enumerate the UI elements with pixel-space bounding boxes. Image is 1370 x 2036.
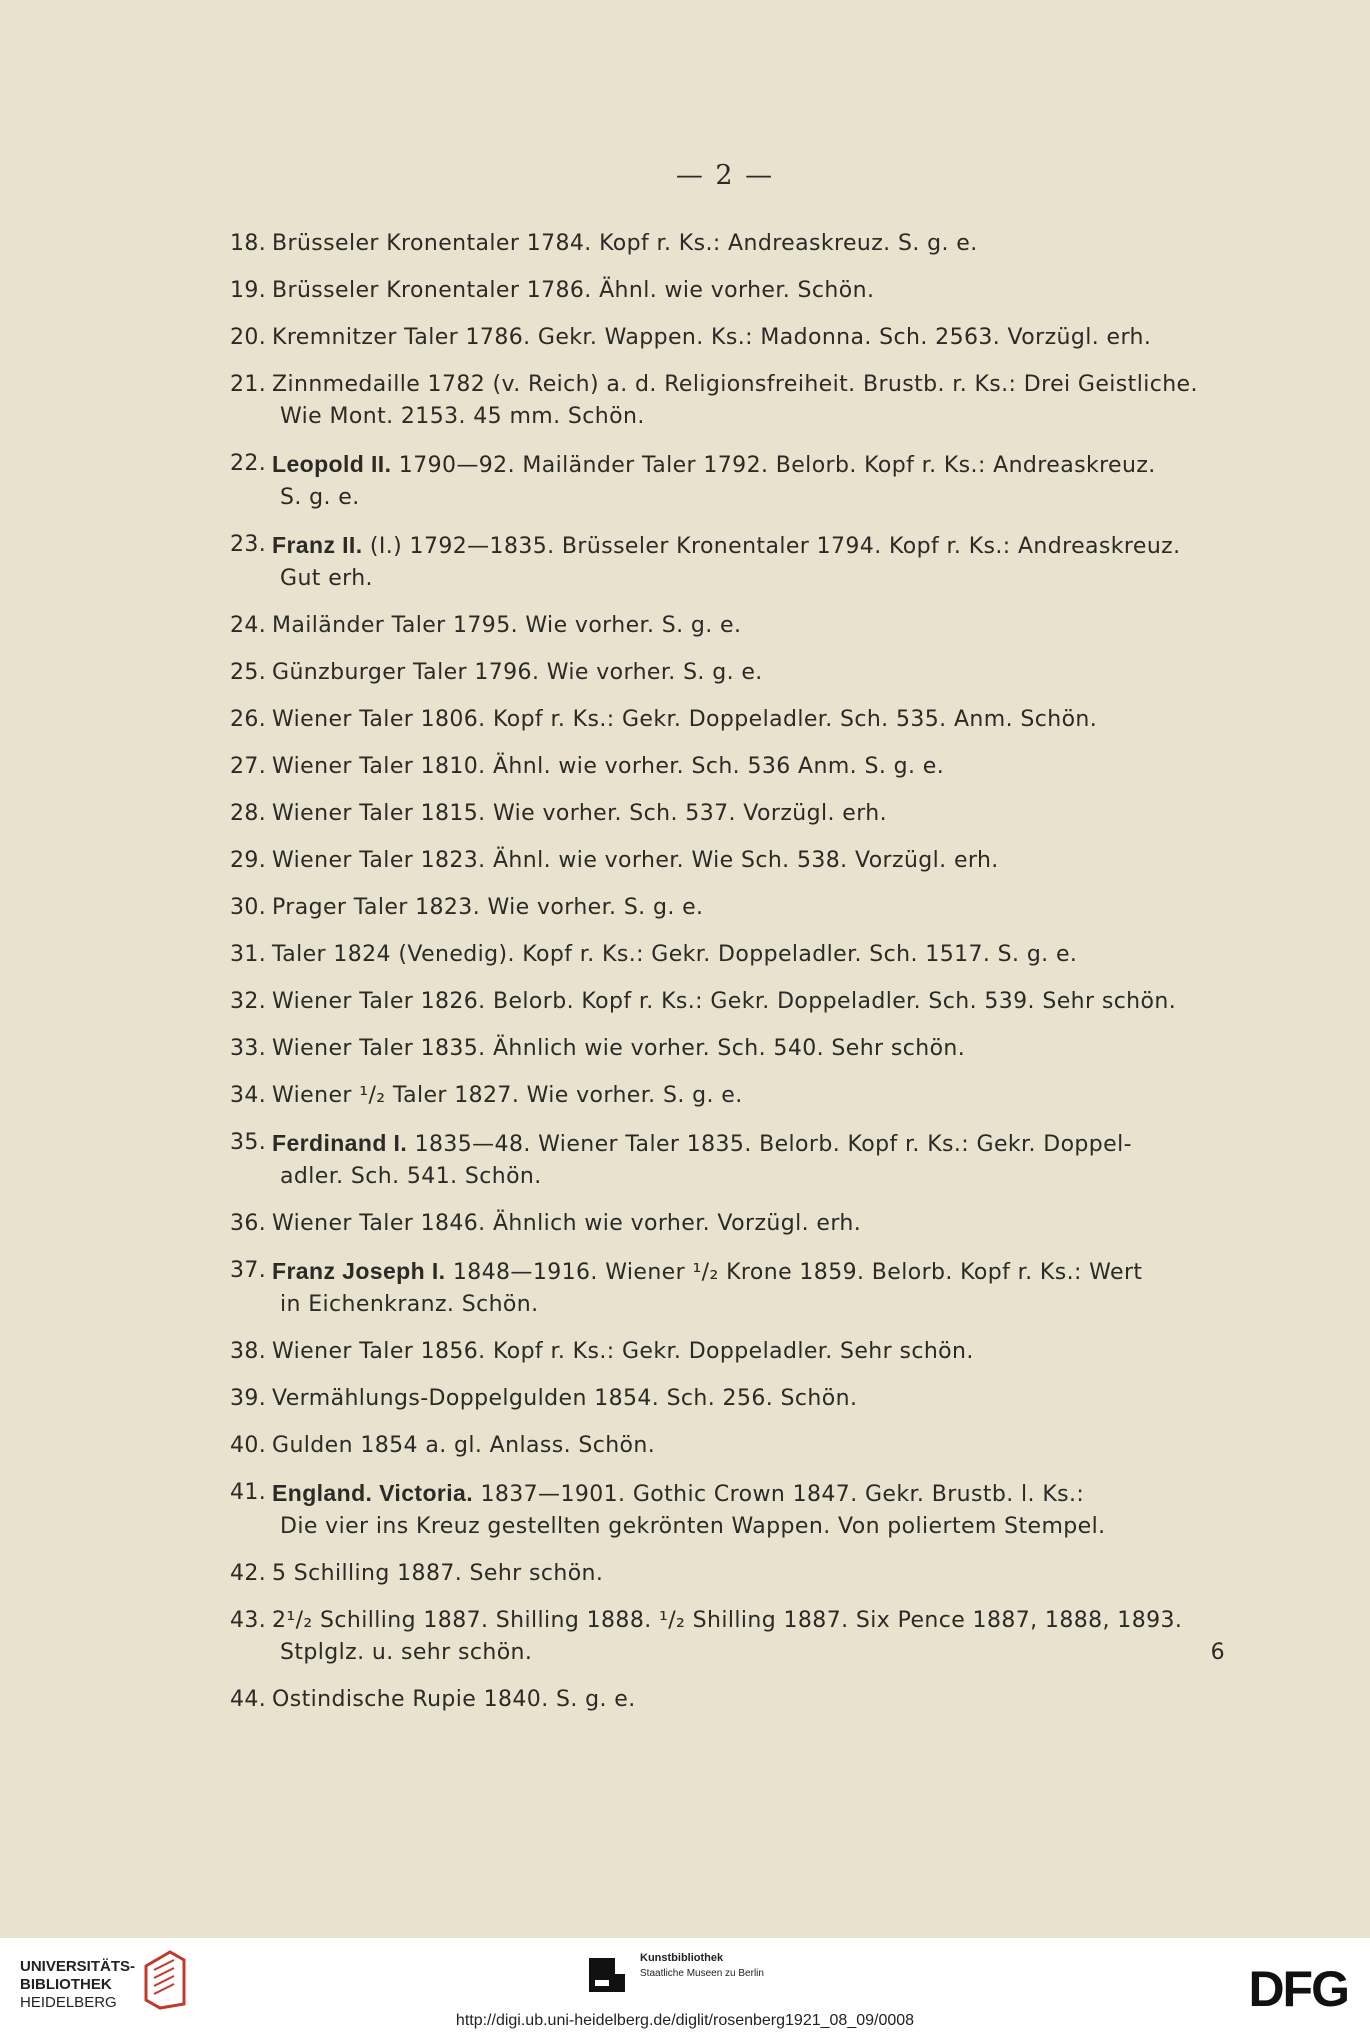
entry-body (272, 1336, 1230, 1368)
catalog-entry (230, 1558, 1230, 1590)
kunstbibliothek-logo-icon (585, 1952, 629, 1996)
entry-text: Zinnmedaille 1782 (v. Reich) a. d. Religionsfreiheit. Brustb. r. Ks.: Drei Geistliche. (272, 372, 1198, 397)
entry-body (272, 1208, 1230, 1240)
entry-continuation: S. g. e. (280, 485, 360, 510)
entry-ruler-heading: England. Victoria. (272, 1480, 474, 1506)
catalog-entry (230, 529, 1230, 595)
entry-number: 36. (230, 1211, 267, 1236)
entry-continuation: adler. Sch. 541. Schön. (280, 1164, 542, 1189)
entry-number: 37. (230, 1258, 267, 1283)
entry-number: 32. (230, 989, 267, 1014)
entry-number: 25. (230, 660, 267, 685)
catalog-entry (230, 448, 1230, 514)
ub-logo-line2: BIBLIOTHEK (20, 1976, 112, 1993)
kunstbibliothek-label (640, 1950, 764, 1982)
entry-number: 28. (230, 801, 267, 826)
entry-ruler-heading: Franz Joseph I. (272, 1258, 446, 1284)
catalog-entry (230, 1336, 1230, 1368)
catalog-entry (230, 657, 1230, 689)
entry-text: Wiener Taler 1815. Wie vorher. Sch. 537. Vorzügl. erh. (272, 801, 888, 826)
entry-ruler-heading: Ferdinand I. (272, 1130, 408, 1156)
entry-text: Mailänder Taler 1795. Wie vorher. S. g. e. (272, 613, 742, 638)
catalog-entry (230, 322, 1230, 354)
entry-text: Wiener Taler 1835. Ähnlich wie vorher. Sch. 540. Sehr schön. (272, 1036, 966, 1061)
entry-number: 19. (230, 278, 267, 303)
catalog-entry (230, 845, 1230, 877)
dfg-logo[interactable]: DFG (1248, 1961, 1348, 2017)
entry-number: 41. (230, 1480, 267, 1505)
catalog-entry (230, 1208, 1230, 1240)
entry-number: 21. (230, 372, 267, 397)
entry-number: 33. (230, 1036, 267, 1061)
entry-body (272, 845, 1230, 877)
ub-heidelberg-logo[interactable] (20, 1958, 135, 2012)
entry-ruler-heading: Leopold II. (272, 451, 392, 477)
catalog-entry (230, 1605, 1230, 1669)
entry-continuation: in Eichenkranz. Schön. (280, 1292, 539, 1317)
catalog-entry (230, 1255, 1230, 1321)
entry-number: 43. (230, 1608, 267, 1633)
entry-body (272, 1255, 1230, 1321)
catalog-entry (230, 892, 1230, 924)
entry-text: 1835—48. Wiener Taler 1835. Belorb. Kopf r. Ks.: Gekr. Doppel- (414, 1132, 1132, 1157)
entry-number: 20. (230, 325, 267, 350)
entry-number: 26. (230, 707, 267, 732)
entry-number: 31. (230, 942, 267, 967)
ub-emblem-icon (140, 1948, 190, 2010)
entry-number: 18. (230, 231, 267, 256)
entry-body (272, 939, 1230, 971)
entry-body (272, 704, 1230, 736)
entry-body (272, 1477, 1230, 1543)
entry-number: 27. (230, 754, 267, 779)
catalog-entry (230, 751, 1230, 783)
catalog-entry (230, 1477, 1230, 1543)
entry-text: Günzburger Taler 1796. Wie vorher. S. g. e. (272, 660, 763, 685)
entry-body (272, 228, 1230, 260)
entry-text: Wiener Taler 1823. Ähnl. wie vorher. Wie Sch. 538. Vorzügl. erh. (272, 848, 999, 873)
entry-body (272, 1383, 1230, 1415)
entry-text: Gulden 1854 a. gl. Anlass. Schön. (272, 1433, 656, 1458)
ub-logo-line3: HEIDELBERG (20, 1994, 117, 2011)
entry-text: Prager Taler 1823. Wie vorher. S. g. e. (272, 895, 704, 920)
ub-logo-line1: UNIVERSITÄTS- (20, 1958, 136, 1975)
entry-body (272, 657, 1230, 689)
entry-body (272, 1127, 1230, 1193)
entry-body (272, 892, 1230, 924)
entry-number: 23. (230, 532, 267, 557)
entry-body (272, 369, 1230, 433)
catalog-entry (230, 1080, 1230, 1112)
entry-number: 35. (230, 1130, 267, 1155)
entry-body (272, 1684, 1230, 1716)
entry-text: 5 Schilling 1887. Sehr schön. (272, 1561, 604, 1586)
entry-text: Vermählungs-Doppelgulden 1854. Sch. 256. Schön. (272, 1386, 858, 1411)
entry-text: Wiener Taler 1826. Belorb. Kopf r. Ks.: Gekr. Doppeladler. Sch. 539. Sehr schön. (272, 989, 1177, 1014)
entry-body (272, 322, 1230, 354)
entry-number: 34. (230, 1083, 267, 1108)
entry-number: 30. (230, 895, 267, 920)
entry-body (272, 610, 1230, 642)
entry-text: Ostindische Rupie 1840. S. g. e. (272, 1687, 636, 1712)
catalog-entry (230, 704, 1230, 736)
entry-ruler-heading: Franz II. (272, 532, 363, 558)
catalog-entry (230, 939, 1230, 971)
entry-continuation: Gut erh. (280, 566, 373, 591)
entry-text: Taler 1824 (Venedig). Kopf r. Ks.: Gekr. Doppeladler. Sch. 1517. S. g. e. (272, 942, 1078, 967)
entry-body (272, 529, 1230, 595)
entry-text: Wiener Taler 1856. Kopf r. Ks.: Gekr. Doppeladler. Sehr schön. (272, 1339, 974, 1364)
catalog-entry (230, 369, 1230, 433)
entry-continuation: Wie Mont. 2153. 45 mm. Schön. (280, 404, 645, 429)
entry-text: Kremnitzer Taler 1786. Gekr. Wappen. Ks.: Madonna. Sch. 2563. Vorzügl. erh. (272, 325, 1152, 350)
entry-number: 29. (230, 848, 267, 873)
entry-text: Wiener Taler 1806. Kopf r. Ks.: Gekr. Doppeladler. Sch. 535. Anm. Schön. (272, 707, 1098, 732)
entry-continuation: Stplglz. u. sehr schön. (280, 1640, 533, 1665)
entry-body (272, 275, 1230, 307)
entry-text: Brüsseler Kronentaler 1784. Kopf r. Ks.: Andreaskreuz. S. g. e. (272, 231, 978, 256)
entry-body (272, 448, 1230, 514)
catalog-entries (230, 228, 1230, 1731)
catalog-entry (230, 1383, 1230, 1415)
entry-number: 40. (230, 1433, 267, 1458)
catalog-entry (230, 1684, 1230, 1716)
entry-text: Wiener ¹/₂ Taler 1827. Wie vorher. S. g. e. (272, 1083, 743, 1108)
catalog-entry (230, 228, 1230, 260)
kb-line1: Kunstbibliothek (640, 1952, 724, 1964)
entry-body (272, 1605, 1230, 1669)
entry-text: Wiener Taler 1810. Ähnl. wie vorher. Sch. 536 Anm. S. g. e. (272, 754, 945, 779)
page-number: — 2 — (675, 160, 775, 191)
entry-text: Wiener Taler 1846. Ähnlich wie vorher. Vorzügl. erh. (272, 1211, 862, 1236)
entry-text: 1837—1901. Gothic Crown 1847. Gekr. Brustb. l. Ks.: (480, 1482, 1085, 1507)
catalog-entry (230, 1033, 1230, 1065)
kb-line2: Staatliche Museen zu Berlin (640, 1968, 764, 1979)
catalog-entry (230, 798, 1230, 830)
entry-body (272, 1080, 1230, 1112)
entry-body (272, 798, 1230, 830)
entry-body (272, 751, 1230, 783)
entry-number: 44. (230, 1687, 267, 1712)
entry-body (272, 986, 1230, 1018)
entry-body (272, 1033, 1230, 1065)
entry-number: 38. (230, 1339, 267, 1364)
footer-bar (0, 1938, 1370, 2036)
catalog-entry (230, 275, 1230, 307)
catalog-entry (230, 610, 1230, 642)
entry-number: 24. (230, 613, 267, 638)
catalog-entry (230, 1430, 1230, 1462)
entry-number: 39. (230, 1386, 267, 1411)
permalink-url[interactable]: http://digi.ub.uni-heidelberg.de/diglit/rosenberg1921_08_09/0008 (455, 2012, 915, 2029)
entry-text: 2¹/₂ Schilling 1887. Shilling 1888. ¹/₂ Shilling 1887. Six Pence 1887, 1888, 1893. (272, 1608, 1183, 1633)
catalog-entry (230, 986, 1230, 1018)
entry-number: 22. (230, 451, 267, 476)
catalog-entry (230, 1127, 1230, 1193)
entry-text: 1790—92. Mailänder Taler 1792. Belorb. Kopf r. Ks.: Andreaskreuz. (398, 453, 1156, 478)
entry-text: 1848—1916. Wiener ¹/₂ Krone 1859. Belorb. Kopf r. Ks.: Wert (452, 1260, 1143, 1285)
entry-body (272, 1430, 1230, 1462)
entry-text: Brüsseler Kronentaler 1786. Ähnl. wie vorher. Schön. (272, 278, 875, 303)
entry-continuation: Die vier ins Kreuz gestellten gekrönten Wappen. Von poliertem Stempel. (280, 1514, 1106, 1539)
entry-number: 42. (230, 1561, 267, 1586)
entry-text: (I.) 1792—1835. Brüsseler Kronentaler 1794. Kopf r. Ks.: Andreaskreuz. (369, 534, 1181, 559)
entry-margin-note: 6 (1210, 1640, 1225, 1665)
entry-body (272, 1558, 1230, 1590)
